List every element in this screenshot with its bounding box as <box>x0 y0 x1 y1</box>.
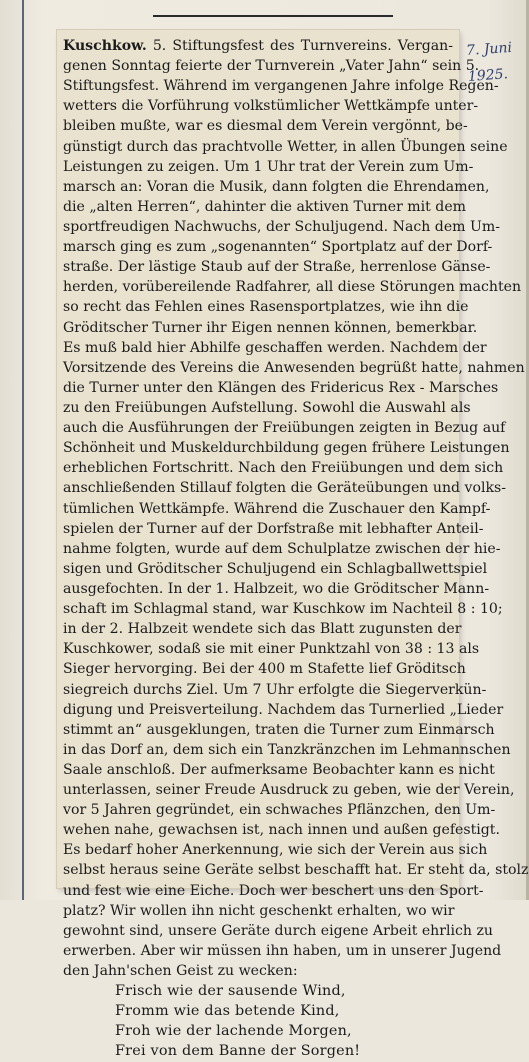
article-line-text: unterlassen, seiner Freude Ausdruck zu geben, wie der Verein, <box>63 782 515 799</box>
article-line-text: straße. Der lästige Staub auf der Straße, herrenlose Gänse- <box>63 259 491 276</box>
article-line <box>63 619 462 639</box>
article-line-text: günstigt durch das prachtvolle Wetter, in allen Übungen seine <box>63 138 508 155</box>
article-line-text: in das Dorf an, dem sich ein Tanzkränzchen im Lehmannschen <box>63 741 511 758</box>
handwritten-year: 1925. <box>467 66 509 85</box>
article-line-text: Es bedarf hoher Anerkennung, wie sich der Verein aus sich <box>63 842 488 859</box>
article-line-text: so recht das Fehlen eines Rasensportplatzes, wie ihn die <box>63 299 469 316</box>
article-line <box>63 539 501 559</box>
article-line <box>63 418 506 438</box>
article-line <box>63 297 469 317</box>
article-line-text: bleiben mußte, war es diesmal dem Verein vergönnt, be- <box>63 118 468 135</box>
article-line <box>63 257 491 277</box>
article-line <box>63 579 490 599</box>
article-line <box>63 881 484 901</box>
article-line <box>63 36 453 56</box>
article-line-text: erheblichen Fortschritt. Nach den Freiübungen und dem sich <box>63 460 504 477</box>
article-line <box>63 820 500 840</box>
article-line <box>63 116 468 136</box>
article-line <box>63 840 488 860</box>
article-line <box>63 639 480 659</box>
article-line <box>63 740 511 760</box>
article-line <box>63 197 467 217</box>
article-line-text: Sieger hervorging. Bei der 400 m Stafette lief Gröditsch <box>63 661 466 678</box>
article-line <box>63 398 471 418</box>
article-line-text: Leistungen zu zeigen. Um 1 Uhr trat der Verein zum Um- <box>63 158 474 175</box>
article-line-text: Gröditscher Turner ihr Eigen nennen können, bemerkbar. <box>63 319 478 336</box>
handwritten-day-month: 7. Juni <box>465 39 513 60</box>
article-line-text: siegreich durchs Ziel. Um 7 Uhr erfolgte die Siegerverkün- <box>63 681 487 698</box>
article-line <box>63 177 490 197</box>
article-line-text: in der 2. Halbzeit wendete sich das Blatt zugunsten der <box>63 621 462 638</box>
margin-rule <box>22 0 24 900</box>
article-line-text: nahme folgten, wurde auf dem Schulplatze zwischen der hie- <box>63 540 501 557</box>
article-line-text: Kuschkower, sodaß sie mit einer Punktzahl von 38 : 13 als <box>63 641 480 658</box>
article-line-text: sigen und Gröditscher Schuljugend ein Schlagballwettspiel <box>63 560 488 577</box>
article-line <box>63 338 487 358</box>
article-line-text: stimmt an“ ausgeklungen, traten die Turner zum Einmarsch <box>63 721 495 738</box>
article-line <box>63 941 502 961</box>
article-line <box>63 96 479 116</box>
article-line-text: marsch ging es zum „sogenannten“ Sportplatz auf der Dorf- <box>63 239 493 256</box>
article-line-text: die „alten Herren“, dahinter die aktiven Turner mit dem <box>63 198 467 215</box>
article-line-text: Stiftungsfest. Während im vergangenen Jahre infolge Regen- <box>63 78 499 95</box>
article-line <box>63 137 508 157</box>
article-line <box>63 519 484 539</box>
article-line-text: marsch an: Voran die Musik, dann folgten die Ehrendamen, <box>63 178 490 195</box>
article-line-text: genen Sonntag feierte der Turnverein „Vater Jahn“ sein 5. <box>63 58 480 75</box>
article-line-text: zu den Freiübungen Aufstellung. Sowohl die Auswahl als <box>63 399 471 416</box>
article-line <box>63 237 493 257</box>
article-line <box>63 680 487 700</box>
article-line-text: sportfreudigen Nachwuchs, der Schuljugend. Nach dem Um- <box>63 218 501 235</box>
article-line <box>63 800 496 820</box>
article-line <box>63 277 522 297</box>
article-line-text: spielen der Turner auf der Dorfstraße mit lebhafter Anteil- <box>63 520 484 537</box>
article-line <box>63 720 495 740</box>
article-line <box>63 780 515 800</box>
article-line <box>63 901 453 921</box>
article-line <box>63 921 493 941</box>
article-line-text: Schönheit und Muskeldurchbildung gegen frühere Leistungen <box>63 440 510 457</box>
poem-line: Fromm wie das betende Kind, <box>115 1003 340 1020</box>
article-line-text: den Jahn'schen Geist zu wecken: <box>63 963 298 980</box>
article-line <box>63 478 507 498</box>
margin-scribble <box>0 40 20 860</box>
top-divider-line <box>153 15 393 17</box>
article-line-text: ausgefochten. In der 1. Halbzeit, wo die Gröditscher Mann- <box>63 580 490 597</box>
article-line <box>63 599 503 619</box>
article-line-text: wehen nahe, gewachsen ist, nach innen und außen gefestigt. <box>63 822 500 839</box>
article-line <box>63 76 499 96</box>
article-line <box>63 458 504 478</box>
article-line-text: wetters die Vorführung volkstümlicher Wettkämpfe unter- <box>63 98 479 115</box>
article-line <box>63 961 453 981</box>
article-line-text: digung und Preisverteilung. Nachdem das Turnerlied „Lieder <box>63 701 504 718</box>
article-line <box>63 358 525 378</box>
article-line-text: vor 5 Jahren gegründet, ein schwaches Pflänzchen, den Um- <box>63 802 496 819</box>
article-line-text: tümlichen Wettkämpfe. Während die Zuschauer den Kampf- <box>63 500 491 517</box>
article-line-text: Saale anschloß. Der aufmerksame Beobachter kann es nicht <box>63 761 495 778</box>
article-line <box>63 559 488 579</box>
article-line <box>63 438 510 458</box>
poem-line: Frisch wie der sausende Wind, <box>115 983 346 1000</box>
article-line-text: erwerben. Aber wir müssen ihn haben, um in unserer Jugend <box>63 942 502 959</box>
article-line <box>63 378 499 398</box>
article-line <box>63 56 480 76</box>
article-line-text: Vorsitzende des Vereins die Anwesenden begrüßt hatte, nahmen <box>63 359 525 376</box>
article-line-text: selbst heraus seine Geräte selbst beschafft hat. Er steht da, stolz <box>63 862 529 879</box>
article-dateline: Kuschkow. <box>63 38 147 54</box>
article-line <box>63 318 478 338</box>
poem-line: Frei von dem Banne der Sorgen! <box>115 1043 361 1060</box>
article-line-text: schaft im Schlagmal stand, war Kuschkow im Nachteil 8 : 10; <box>63 601 503 618</box>
article-line <box>63 157 474 177</box>
article-line <box>63 860 529 880</box>
article-line-text: herden, vorübereilende Radfahrer, all diese Störungen machten <box>63 279 522 296</box>
poem-line: Froh wie der lachende Morgen, <box>115 1023 352 1040</box>
article-line-text: die Turner unter den Klängen des Fridericus Rex - Marsches <box>63 379 499 396</box>
article-line-text: auch die Ausführungen der Freiübungen zeigten in Bezug auf <box>63 420 506 437</box>
article-line <box>63 700 504 720</box>
article-line <box>63 217 501 237</box>
article-line <box>63 499 491 519</box>
article-line-text: Es muß bald hier Abhilfe geschaffen werden. Nachdem der <box>63 339 487 356</box>
article-line <box>63 659 466 679</box>
article-line-text: und fest wie eine Eiche. Doch wer beschert uns den Sport- <box>63 882 484 899</box>
article-line-text: anschließenden Stillauf folgten die Geräteübungen und volks- <box>63 480 507 497</box>
article-line <box>63 760 495 780</box>
article-line-text: gewohnt sind, unsere Geräte durch eigene Arbeit ehrlich zu <box>63 922 493 939</box>
article-line-text: platz? Wir wollen ihn nicht geschenkt erhalten, wo wir <box>63 902 455 919</box>
article-line-text: 5. Stiftungsfest des Turnvereins. Vergan- <box>146 38 453 54</box>
